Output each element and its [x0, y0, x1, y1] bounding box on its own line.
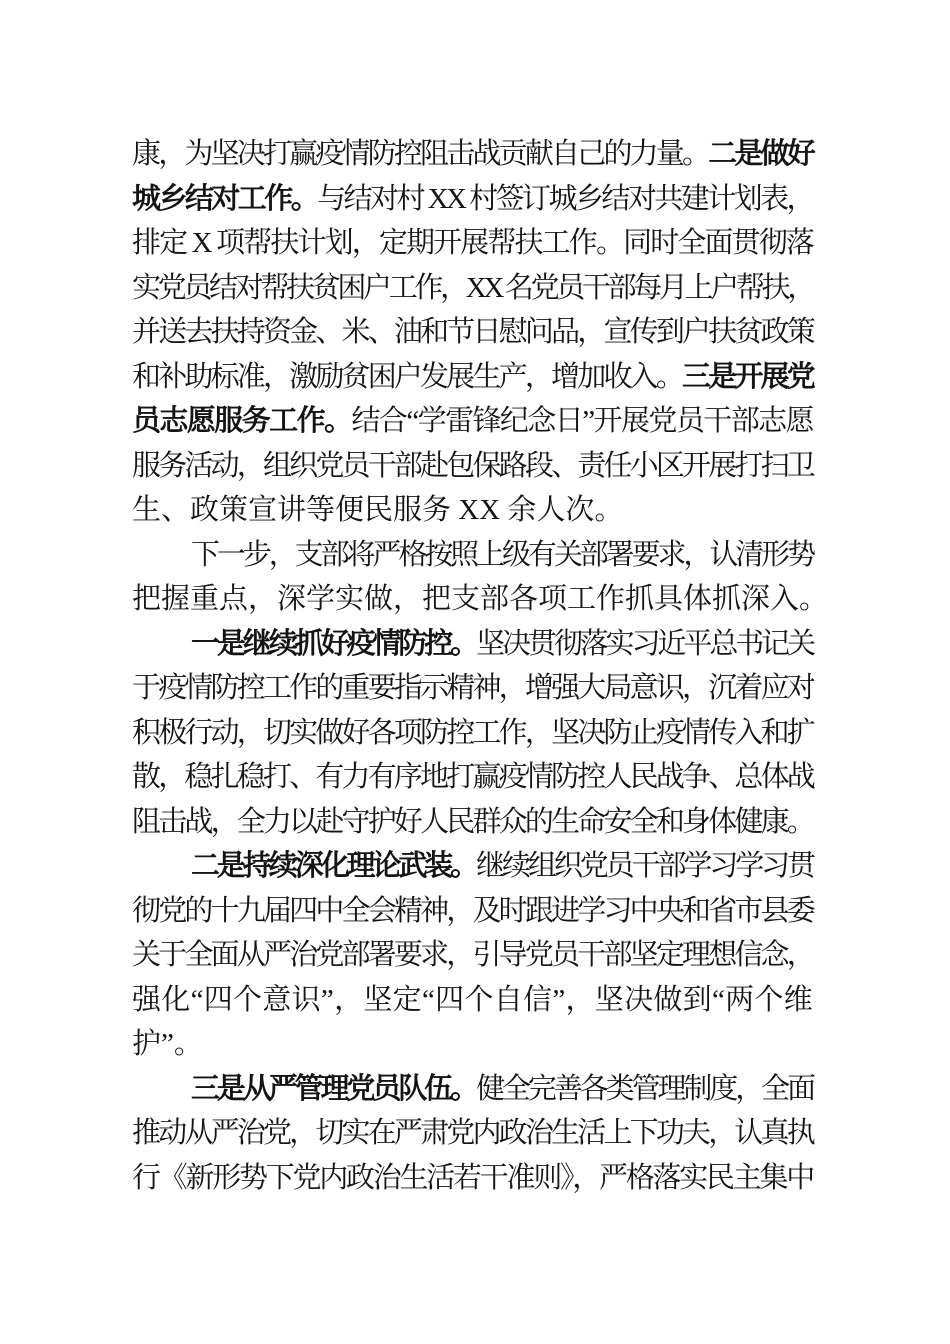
paragraph-point-2	[132, 844, 813, 1067]
text-line-content	[191, 628, 813, 660]
text-line	[132, 533, 813, 578]
text-line-content	[132, 984, 813, 1016]
text-line-content	[191, 539, 813, 571]
text-line	[132, 266, 813, 311]
text-line-content	[132, 806, 813, 838]
text-line-content	[132, 583, 828, 615]
text-line	[132, 844, 813, 889]
text-line	[132, 800, 813, 845]
text-line-content	[132, 761, 813, 793]
text-run: 继续组织党员干部学习学习贯	[476, 850, 813, 882]
text-line	[132, 1156, 813, 1201]
text-line	[132, 1022, 813, 1067]
text-run: 生、政策宣讲等便民服务 XX 余人次。	[132, 494, 624, 526]
bold-text-run: 城乡结对工作。	[132, 182, 318, 215]
text-run: 护”。	[132, 1028, 203, 1060]
text-run: 关于全面从严治党部署要求，引导党员干部坚定理想信念，	[132, 939, 813, 971]
text-line-content	[132, 183, 813, 215]
text-line	[132, 1111, 813, 1156]
text-line-content	[132, 450, 813, 482]
text-run: 把握重点，深学实做，把支部各项工作抓具体抓深入。	[132, 583, 829, 615]
text-line-content	[132, 672, 813, 704]
text-run: 行《新形势下党内政治生活若干准则》，严格落实民主集中	[132, 1161, 813, 1194]
text-line	[132, 755, 813, 800]
text-line-content	[132, 138, 813, 170]
text-line	[132, 132, 813, 177]
text-run: 下一步，支部将严格按照上级有关部署要求，认清形势	[191, 538, 813, 571]
text-run: 服务活动，组织党员干部赴包保路段、责任小区开展打扫卫	[132, 449, 813, 482]
text-line-content	[132, 316, 813, 348]
text-line	[132, 622, 813, 667]
text-line	[132, 399, 813, 444]
text-line-content	[132, 939, 813, 971]
text-line-content	[191, 1073, 813, 1105]
text-run: 结合“学雷锋纪念日”开展党员干部志愿	[351, 405, 813, 437]
text-line-content	[132, 895, 813, 927]
text-run: 并送去扶持资金、米、油和节日慰问品，宣传到户扶贫政策	[132, 316, 813, 348]
text-line-content	[191, 850, 813, 882]
text-run: 彻党的十九届四中全会精神，及时跟进学习中央和省市县委	[132, 894, 813, 927]
text-run: 康，为坚决打赢疫情防控阻击战贡献自己的力量。	[132, 138, 709, 170]
text-line	[132, 1067, 813, 1112]
paragraph-continuation	[132, 132, 813, 533]
text-line	[132, 978, 813, 1023]
bold-text-run: 三是开展党	[682, 360, 813, 393]
text-line	[132, 889, 813, 934]
text-run: 健全完善各类管理制度，全面	[476, 1072, 813, 1105]
text-line-content	[132, 1117, 813, 1149]
text-line-content	[132, 1028, 203, 1060]
bold-text-run: 二是做好	[708, 138, 813, 170]
bold-text-run: 三是从严管理党员队伍。	[191, 1072, 477, 1105]
text-line	[132, 355, 813, 400]
text-run: 排定 X 项帮扶计划，定期开展帮扶工作。同时全面贯彻落	[132, 227, 813, 259]
bold-text-run: 一是继续抓好疫情防控。	[191, 627, 477, 660]
text-line	[132, 666, 813, 711]
text-run: 实党员结对帮扶贫困户工作，XX 名党员干部每月上户帮扶，	[132, 271, 813, 304]
text-line-content	[132, 1162, 813, 1194]
text-line	[132, 933, 813, 978]
text-line-content	[132, 494, 623, 526]
text-line-content	[132, 717, 813, 749]
text-run: 强化“四个意识”，坚定“四个自信”，坚决做到“两个维	[132, 983, 813, 1016]
bold-text-run: 员志愿服务工作。	[132, 405, 352, 437]
text-line	[132, 221, 813, 266]
text-line-content	[132, 361, 813, 393]
text-line	[132, 488, 813, 533]
text-line-content	[132, 272, 813, 304]
paragraph-point-1	[132, 622, 813, 845]
text-line	[132, 444, 813, 489]
document-body	[132, 132, 829, 1200]
text-line	[132, 577, 829, 622]
text-run: 阻击战，全力以赴守护好人民群众的生命安全和身体健康。	[132, 805, 813, 838]
text-line-content	[132, 405, 813, 437]
text-line	[132, 711, 813, 756]
text-run: 积极行动，切实做好各项防控工作，坚决防止疫情传入和扩	[132, 716, 813, 749]
text-run: 散，稳扎稳打、有力有序地打赢疫情防控人民战争、总体战	[132, 761, 813, 793]
bold-text-run: 二是持续深化理论武装。	[191, 850, 477, 882]
text-line	[132, 177, 813, 222]
text-run: 和补助标准，激励贫困户发展生产，增加收入。	[132, 360, 683, 393]
text-line	[132, 310, 813, 355]
paragraph-next-steps	[132, 533, 829, 622]
paragraph-point-3	[132, 1067, 813, 1201]
text-run: 与结对村 XX 村签订城乡结对共建计划表，	[317, 182, 813, 215]
text-line-content	[132, 227, 813, 259]
text-run: 推动从严治党，切实在严肃党内政治生活上下功夫，认真执	[132, 1117, 813, 1149]
text-run: 于疫情防控工作的重要指示精神，增强大局意识，沉着应对	[132, 672, 813, 704]
text-run: 坚决贯彻落实习近平总书记关	[476, 627, 813, 660]
